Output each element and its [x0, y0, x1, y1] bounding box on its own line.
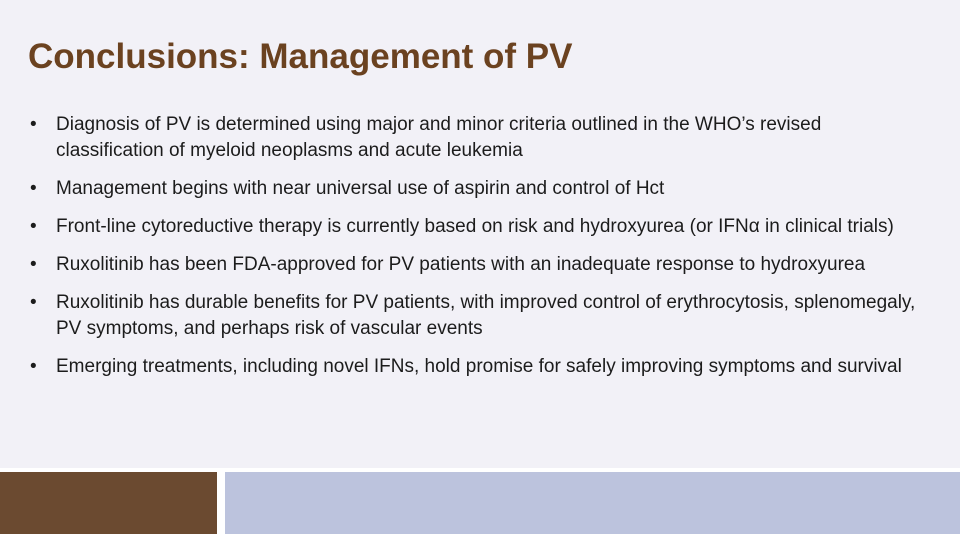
footer-accent-blue	[225, 472, 960, 534]
bullet-icon: •	[30, 292, 37, 313]
bullet-item-emerging-treatments	[28, 354, 928, 380]
bullet-text: Management begins with near universal use of aspirin and control of Hct	[56, 178, 665, 199]
bullet-item-ruxolitinib-approval	[28, 252, 928, 278]
bullet-list	[28, 112, 928, 392]
bullet-text: Front-line cytoreductive therapy is currently based on risk and hydroxyurea (or IFNα in clinical trials)	[56, 216, 894, 237]
slide-title: Conclusions: Management of PV	[28, 37, 573, 76]
bullet-item-front-line-therapy	[28, 214, 928, 240]
footer-accent-brown	[0, 472, 217, 534]
bullet-item-management	[28, 176, 928, 202]
bullet-item-ruxolitinib-benefits	[28, 290, 928, 342]
bullet-item-diagnosis	[28, 112, 928, 164]
bullet-icon: •	[30, 356, 37, 377]
bullet-text: Diagnosis of PV is determined using major and minor criteria outlined in the WHO’s revised classification of myeloid neoplasms and acute leukemia	[56, 114, 822, 161]
bullet-icon: •	[30, 114, 37, 135]
bullet-icon: •	[30, 216, 37, 237]
bullet-text: Emerging treatments, including novel IFNs, hold promise for safely improving symptoms and survival	[56, 356, 902, 377]
bullet-icon: •	[30, 178, 37, 199]
bullet-text: Ruxolitinib has been FDA-approved for PV patients with an inadequate response to hydroxyurea	[56, 254, 866, 275]
bullet-text: Ruxolitinib has durable benefits for PV patients, with improved control of erythrocytosis, splenomegaly, PV symptoms, and perhaps risk of vascular events	[56, 292, 916, 339]
bullet-icon: •	[30, 254, 37, 275]
